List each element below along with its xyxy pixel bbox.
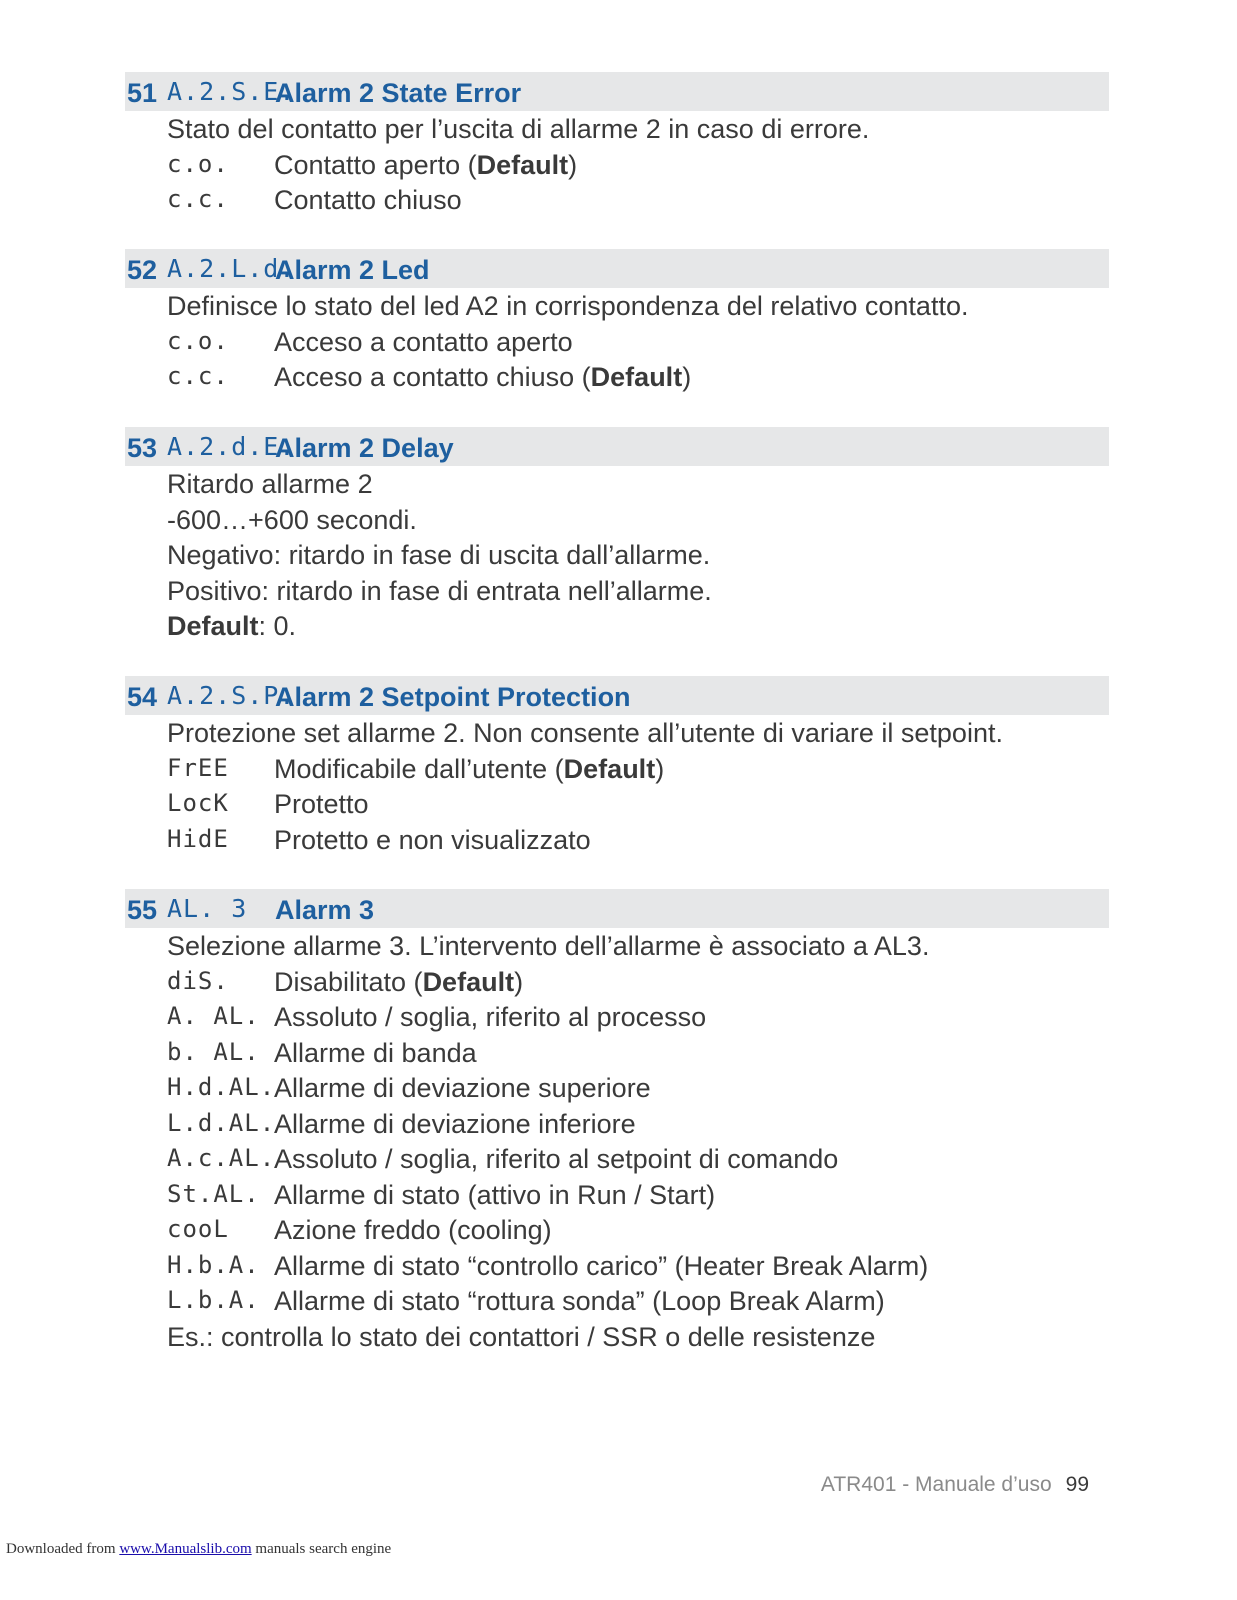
parameter-header [125, 889, 1109, 928]
option-code: c.c. [167, 185, 229, 213]
parameter-section [125, 249, 1109, 392]
option-code: H.d.AL. [167, 1073, 276, 1101]
parameter-section [125, 427, 1109, 641]
parameter-header [125, 427, 1109, 466]
manual-title: ATR401 - Manuale d’uso [820, 1473, 1052, 1496]
parameter-number: 51 [127, 78, 158, 108]
parameter-code: A.2.L.d. [167, 254, 296, 283]
option-label: Contatto aperto ( [274, 149, 477, 180]
description-line: Ritardo allarme 2 [167, 469, 373, 499]
download-prefix: Downloaded from [6, 1541, 116, 1557]
parameter-number: 53 [127, 433, 158, 463]
option-text [274, 1286, 885, 1317]
option-default: Default [476, 149, 569, 180]
option-text [274, 1073, 651, 1104]
option-suffix: ) [682, 362, 692, 392]
option-text [274, 1002, 706, 1033]
option-code: c.o. [167, 326, 229, 355]
option-suffix: ) [568, 149, 578, 180]
option-label: Acceso a contatto aperto [274, 326, 573, 357]
description-line: Definisce lo stato del led A2 in corrispondenza del relativo contatto. [167, 291, 969, 321]
parameter-section [125, 676, 1109, 855]
default-value-line [167, 611, 296, 647]
option-text [274, 327, 573, 358]
page-number: 99 [1065, 1473, 1089, 1496]
description-line: Protezione set allarme 2. Non consente all’utente di variare il setpoint. [167, 718, 1003, 748]
option-label: Allarme di stato “rottura sonda” (Loop Break Alarm) [274, 1286, 885, 1316]
option-default: Default [422, 966, 515, 997]
option-label: Allarme di deviazione superiore [274, 1073, 651, 1103]
parameter-number: 54 [127, 682, 158, 712]
parameter-section [125, 889, 1109, 1352]
description-line: Positivo: ritardo in fase di entrata nell’allarme. [167, 575, 712, 606]
description-line: Stato del contatto per l’uscita di allarme 2 in caso di errore. [167, 114, 870, 144]
parameter-title: Alarm 3 [275, 895, 375, 925]
option-text [274, 754, 664, 785]
option-text [274, 1215, 552, 1246]
parameter-code: A.2.S.P. [167, 681, 296, 710]
option-text [274, 1144, 838, 1175]
description-line: -600…+600 secondi. [167, 504, 417, 535]
option-text [274, 362, 691, 393]
description-line: Selezione allarme 3. L’intervento dell’allarme è associato a AL3. [167, 931, 930, 961]
parameter-header [125, 72, 1109, 111]
parameter-code: A.2.S.E. [167, 77, 296, 106]
option-label: Protetto [274, 789, 369, 819]
option-label: Protetto e non visualizzato [274, 824, 591, 855]
option-text [274, 1251, 928, 1282]
option-text [274, 1180, 715, 1211]
option-code: FrEE [167, 753, 229, 782]
option-suffix: ) [655, 753, 665, 784]
option-code: St.AL. [167, 1179, 260, 1208]
option-code: LocK [167, 789, 229, 817]
parameter-section [125, 72, 1109, 215]
option-label: Disabilitato ( [274, 966, 423, 997]
parameter-number: 55 [127, 895, 158, 925]
option-label: Modificabile dall’utente ( [274, 753, 564, 784]
option-text [274, 789, 369, 820]
option-text [274, 825, 591, 856]
option-label: Allarme di banda [274, 1037, 477, 1068]
option-suffix: ) [514, 966, 524, 997]
option-code: c.o. [167, 149, 229, 178]
download-suffix: manuals search engine [255, 1541, 392, 1557]
parameter-title: Alarm 2 Led [275, 255, 430, 285]
parameter-header [125, 676, 1109, 715]
page-footer [821, 1473, 1089, 1497]
option-label: Assoluto / soglia, riferito al setpoint di comando [274, 1144, 839, 1174]
parameter-title: Alarm 2 Delay [275, 433, 454, 463]
option-text [274, 1038, 477, 1069]
option-label: Allarme di stato (attivo in Run / Start) [274, 1179, 716, 1210]
parameter-title: Alarm 2 Setpoint Protection [275, 682, 631, 712]
parameter-header [125, 249, 1109, 288]
parameter-title: Alarm 2 State Error [275, 78, 522, 108]
option-code: A.c.AL. [167, 1144, 276, 1172]
option-default: Default [563, 753, 656, 784]
option-code: L.b.A. [167, 1286, 260, 1314]
option-label: Assoluto / soglia, riferito al processo [274, 1002, 707, 1032]
option-text [274, 150, 577, 181]
download-notice [6, 1541, 391, 1558]
option-code: cooL [167, 1215, 229, 1243]
manualslib-link[interactable]: www.Manualslib.com [119, 1541, 252, 1557]
option-text [274, 1109, 636, 1140]
default-value: : 0. [258, 611, 297, 641]
parameter-number: 52 [127, 255, 158, 285]
option-default: Default [590, 362, 683, 392]
option-label: Contatto chiuso [274, 185, 462, 215]
option-code: L.d.AL. [167, 1108, 276, 1137]
option-text [274, 185, 462, 216]
parameter-code: AL. 3 [167, 894, 248, 923]
option-text [274, 967, 523, 998]
option-code: A. AL. [167, 1002, 260, 1030]
option-code: diS. [167, 966, 229, 995]
parameter-code: A.2.d.E. [167, 432, 296, 461]
option-label: Acceso a contatto chiuso ( [274, 362, 591, 392]
option-code: H.b.A. [167, 1250, 260, 1279]
option-label: Azione freddo (cooling) [274, 1215, 552, 1245]
trailing-note: Es.: controlla lo stato dei contattori / SSR o delle resistenze [167, 1321, 876, 1352]
option-label: Allarme di deviazione inferiore [274, 1108, 636, 1139]
option-label: Allarme di stato “controllo carico” (Heater Break Alarm) [274, 1250, 929, 1281]
description-line: Negativo: ritardo in fase di uscita dall’allarme. [167, 540, 711, 570]
option-code: c.c. [167, 362, 229, 390]
option-code: HidE [167, 824, 229, 853]
option-code: b. AL. [167, 1037, 260, 1066]
default-label: Default [167, 611, 259, 641]
